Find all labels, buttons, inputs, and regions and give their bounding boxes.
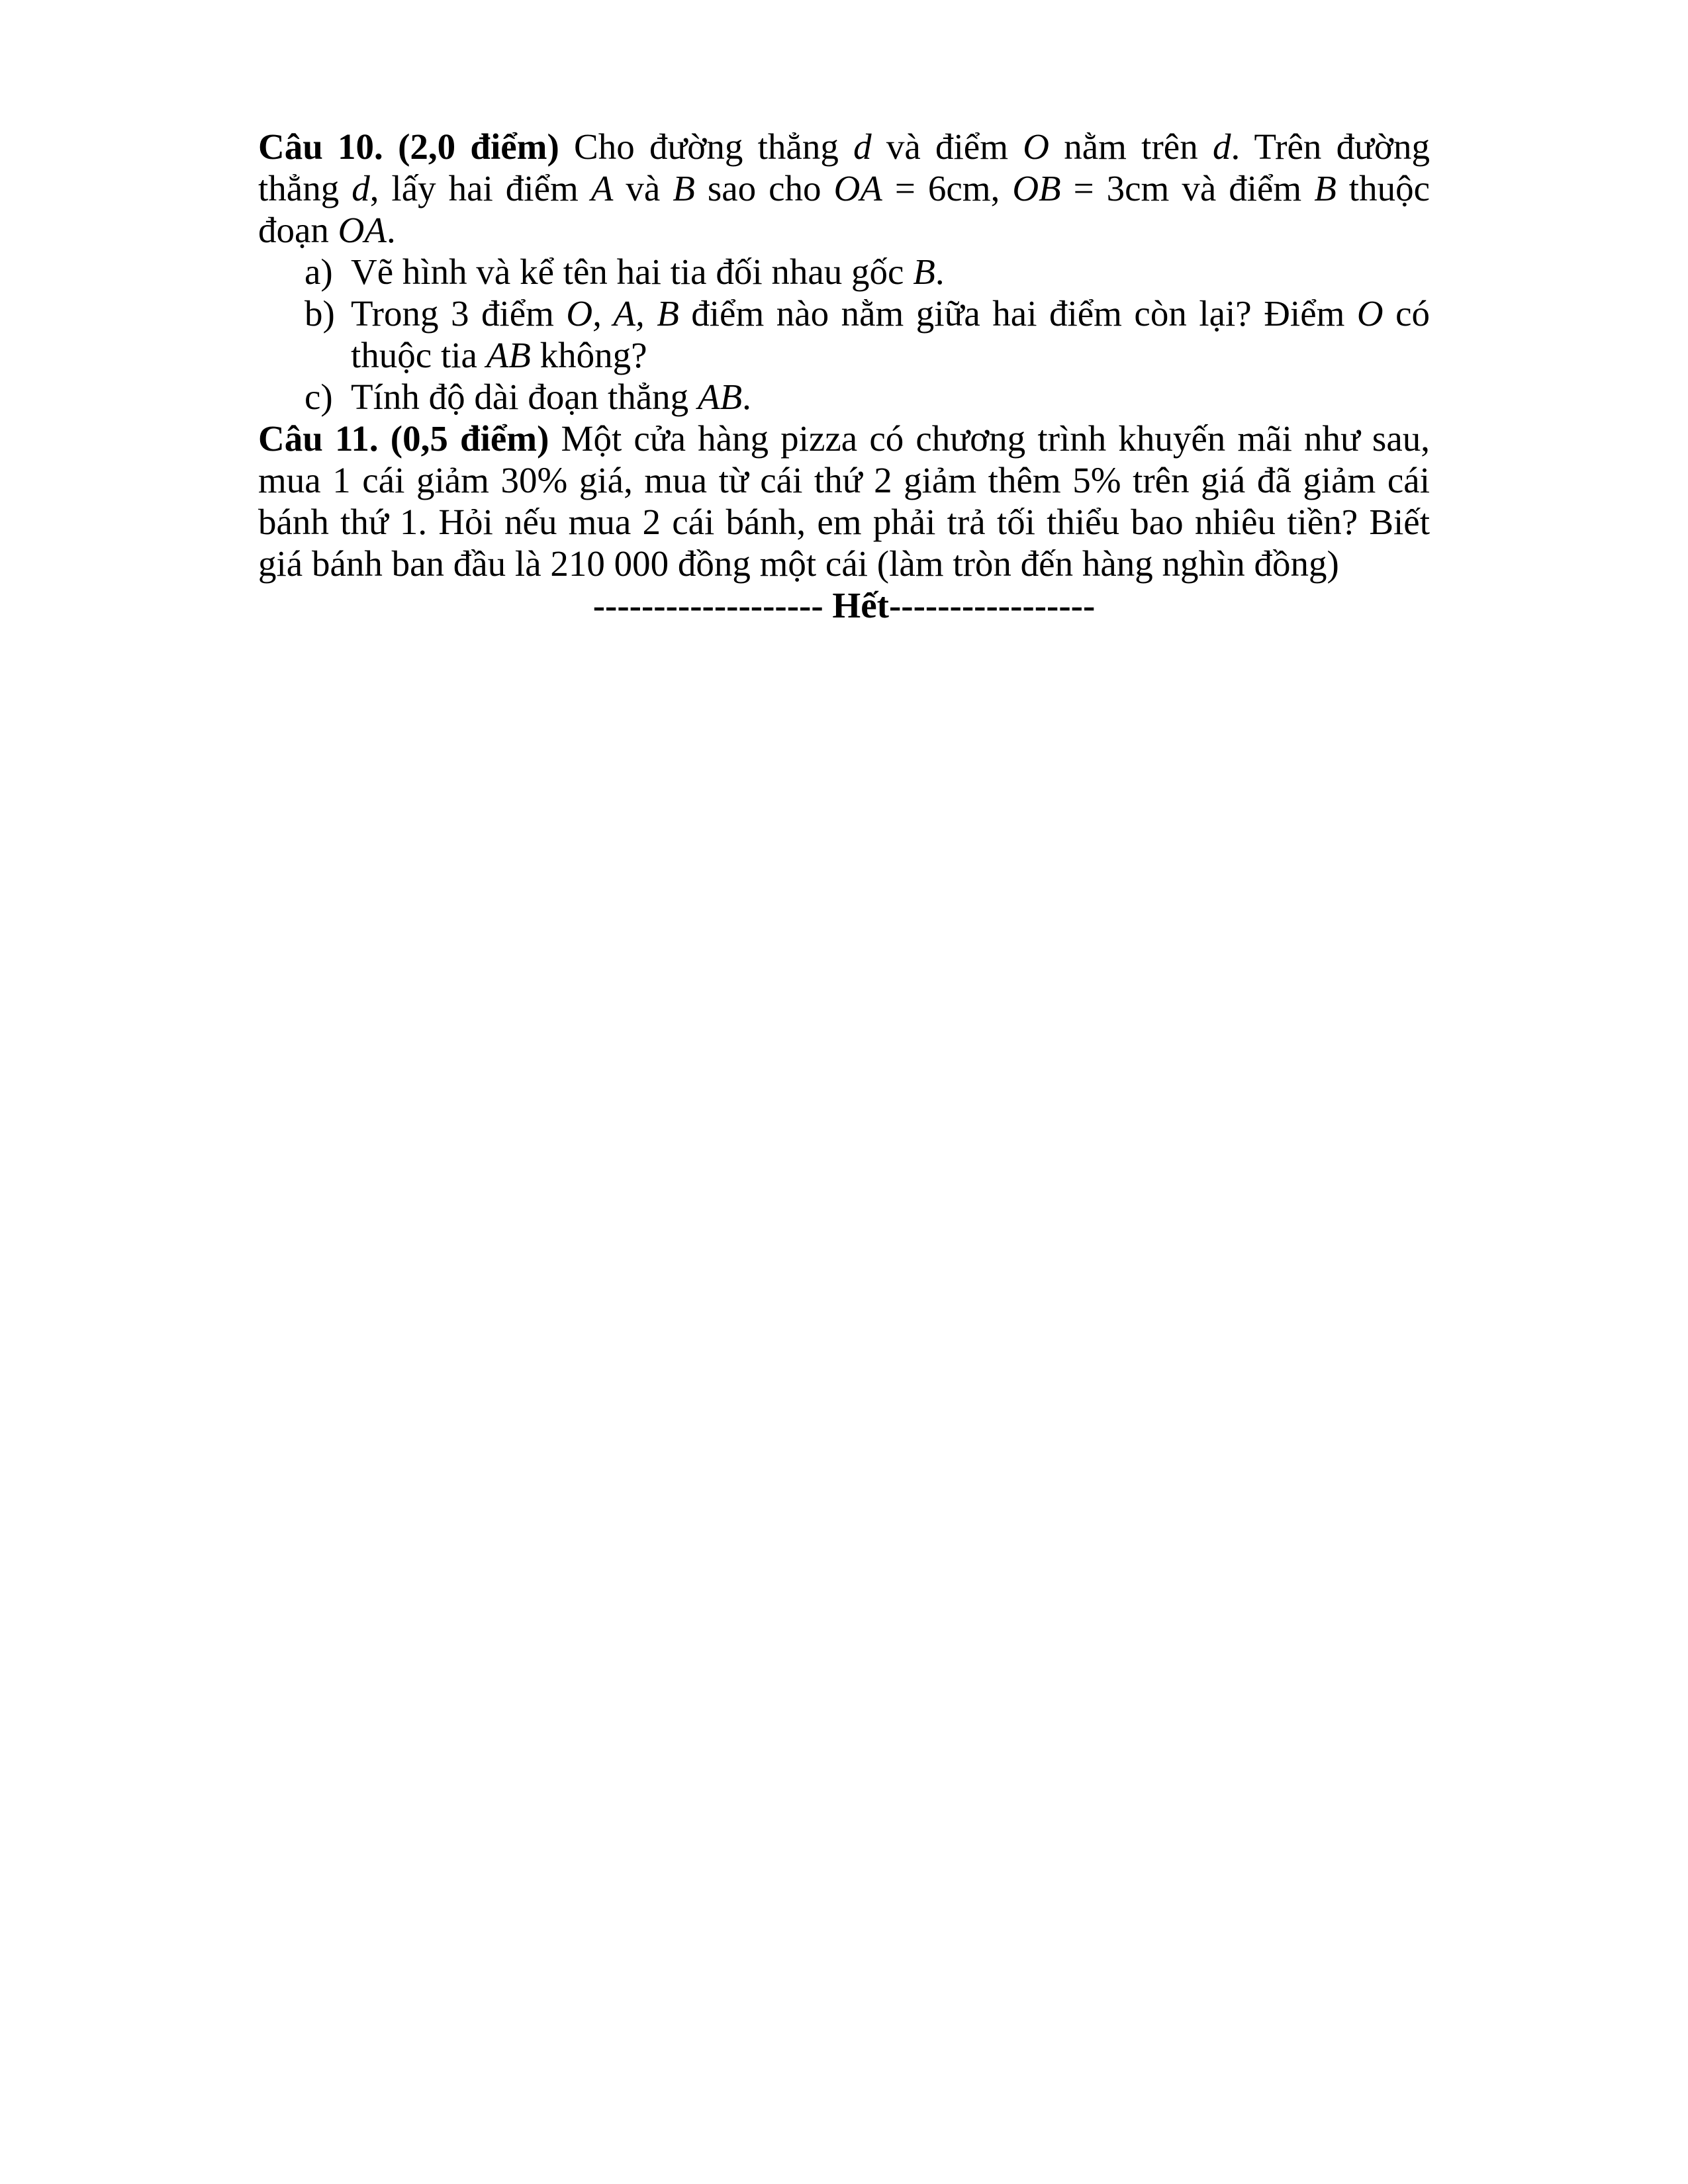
question-10-subquestions (258, 251, 1430, 418)
subquestion-b (258, 293, 1430, 376)
subquestion-c (258, 376, 1430, 418)
exam-page (258, 126, 1430, 626)
math-symbol: O, A, B (566, 293, 679, 334)
math-symbol: d (853, 126, 872, 167)
math-symbol: OA (338, 210, 387, 250)
subquestion-b-text: Trong 3 điểm O, A, B điểm nào nằm giữa hai điểm còn lại? Điểm O có thuộc tia AB không? (351, 293, 1430, 375)
subquestion-c-text: Tính độ dài đoạn thẳng AB. (351, 377, 751, 417)
math-symbol: OB (1012, 168, 1061, 208)
end-marker: ------------------- Hết----------------- (592, 585, 1096, 625)
subquestion-c-marker: c) (305, 377, 333, 417)
math-symbol: A (590, 168, 614, 208)
math-symbol: AB (486, 335, 531, 375)
subquestion-a-marker: a) (305, 251, 333, 292)
math-symbol: OA (833, 168, 882, 208)
math-symbol: B (673, 168, 695, 208)
question-10 (258, 126, 1430, 251)
math-symbol: d (1212, 126, 1231, 167)
question-11-text: Một cửa hàng pizza có chương trình khuyến mãi như sau, mua 1 cái giảm 30% giá, mua từ cái thứ 2 giảm thêm 5% trên giá đã giảm cái bánh thứ 1. Hỏi nếu mua 2 cái bánh, em phải trả tối thiểu bao nhiêu tiền? Biết giá bánh ban đầu là 210 000 đồng một cái (làm tròn đến hàng nghìn đồng) (258, 418, 1430, 584)
math-symbol: AB (697, 377, 743, 417)
question-11-heading: Câu 11. (0,5 điểm) (258, 418, 549, 459)
question-11 (258, 418, 1430, 584)
math-symbol: d (352, 168, 370, 208)
question-10-text: Cho đường thẳng d và điểm O nằm trên d. Trên đường thẳng d, lấy hai điểm A và B sao cho OA = 6cm, OB = 3cm và điểm B thuộc đoạn OA. (258, 126, 1430, 250)
question-10-heading: Câu 10. (2,0 điểm) (258, 126, 559, 167)
math-symbol: B (1314, 168, 1336, 208)
math-symbol: O (1023, 126, 1049, 167)
math-symbol: B (913, 251, 935, 292)
subquestion-b-marker: b) (305, 293, 335, 334)
subquestion-a-text: Vẽ hình và kể tên hai tia đối nhau gốc B. (351, 251, 945, 292)
math-symbol: O (1356, 293, 1383, 334)
subquestion-a (258, 251, 1430, 293)
